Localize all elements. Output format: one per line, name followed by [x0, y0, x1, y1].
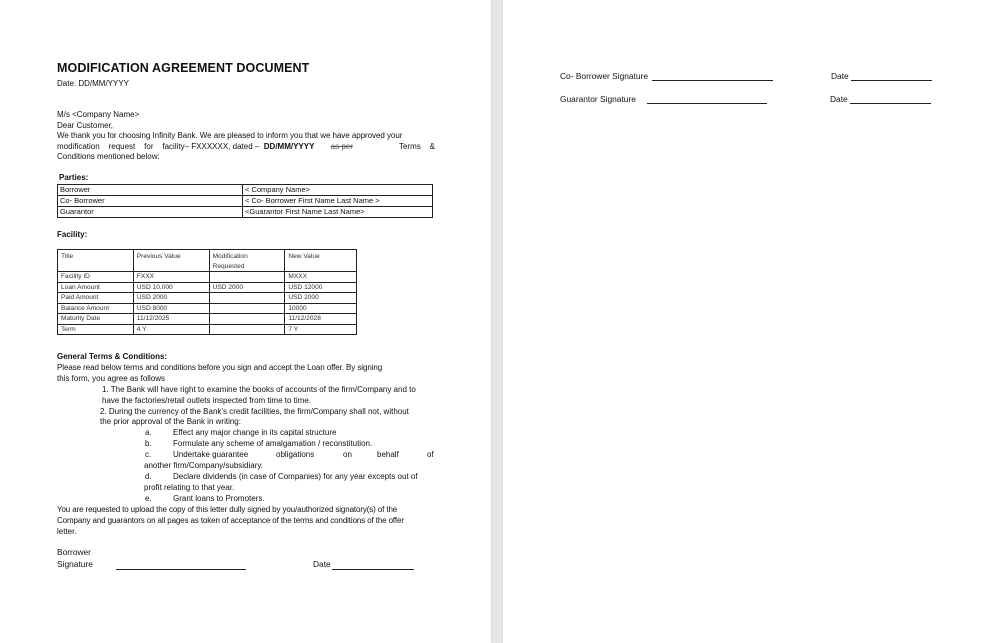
- facility-cell: Maturity Date: [58, 314, 134, 325]
- borrower-label: Borrower: [57, 547, 91, 557]
- facility-row: [58, 272, 357, 283]
- closing-line-2: Company and guarantors on all pages as token of acceptance of the terms and conditions of the offer: [57, 515, 404, 525]
- document-title: MODIFICATION AGREEMENT DOCUMENT: [57, 61, 310, 75]
- terms-intro-1: Please read below terms and conditions before you sign and accept the Loan offer. By signing: [57, 362, 383, 372]
- facility-cell: 7 Y: [285, 324, 357, 335]
- sub-item-e: e. Grant loans to Promoters.: [145, 493, 265, 503]
- sub-item-a: a. Effect any major change in its capital structure: [145, 428, 337, 438]
- coborrower-date-line: [851, 80, 932, 81]
- facility-cell: 11/12/2025: [133, 314, 209, 325]
- terms-section: [57, 352, 435, 537]
- struck-text: as per: [330, 141, 353, 151]
- parties-row: [58, 196, 433, 207]
- facility-row: [58, 314, 357, 325]
- parties-row: [58, 185, 433, 196]
- party-name: < Company Name>: [243, 185, 433, 196]
- facility-cell: FXXX: [133, 272, 209, 283]
- term-1-line-1: 1. The Bank will have right to examine the books of accounts of the firm/Company and to: [102, 384, 416, 394]
- coborrower-date-label: Date: [831, 71, 849, 81]
- facility-row: [58, 303, 357, 314]
- term-2-line-1: 2. During the currency of the Bank’s credit facilities, the firm/Company shall not, without: [100, 406, 409, 416]
- facility-cell: [209, 293, 285, 304]
- coborrower-signature-label: Co- Borrower Signature: [560, 71, 648, 81]
- parties-heading: Parties:: [59, 173, 89, 182]
- facility-cell: 10000: [285, 303, 357, 314]
- guarantor-signature-label: Guarantor Signature: [560, 94, 636, 104]
- addressee: M/s <Company Name>: [57, 110, 140, 119]
- term-1-line-2: have the factories/retail outlets inspected from time to time.: [102, 395, 311, 405]
- terms-intro-2: this form, you agree as follows: [57, 373, 166, 383]
- facility-cell: [209, 324, 285, 335]
- facility-cell: USD 12000: [285, 282, 357, 293]
- facility-cell: USD 10,000: [133, 282, 209, 293]
- party-name: <Guarantor First Name Last Name>: [243, 207, 433, 218]
- sub-item-d-continued: profit relating to that year.: [144, 482, 235, 492]
- facility-row: [58, 282, 357, 293]
- document-date: Date: DD/MM/YYYY: [57, 79, 130, 88]
- facility-heading: Facility:: [57, 230, 88, 239]
- intro-line-2: modification request for facility– FXXXXXX, dated – DD/MM/YYYY as per Terms &: [57, 141, 435, 151]
- sub-item-c-continued: another firm/Company/subsidiary.: [144, 461, 264, 471]
- facility-cell: Balance Amount: [58, 303, 134, 314]
- guarantor-signature-line: [647, 103, 767, 104]
- party-role: Guarantor: [58, 207, 243, 218]
- facility-cell: MXXX: [285, 272, 357, 283]
- facility-cell: [209, 272, 285, 283]
- facility-header-cell: New Value: [285, 250, 357, 272]
- facility-header-cell: Modification Requested: [209, 250, 285, 272]
- borrower-signature-line: [116, 569, 246, 570]
- facility-cell: 4 Y: [133, 324, 209, 335]
- intro-line-1: We thank you for choosing Infinity Bank. We are pleased to inform you that we have approved your: [57, 131, 403, 141]
- letter-body: [57, 110, 435, 163]
- party-name: < Co- Borrower First Name Last Name >: [243, 196, 433, 207]
- intro-line-3: Conditions mentioned below:: [57, 152, 160, 162]
- facility-cell: Loan Amount: [58, 282, 134, 293]
- facility-header-row: [58, 250, 357, 272]
- document-page-1: [0, 0, 491, 643]
- facility-row: [58, 293, 357, 304]
- facility-cell: USD 2000: [285, 293, 357, 304]
- closing-line-1: You are requested to upload the copy of this letter dully signed by you/authorized signatory(s) of the: [57, 504, 398, 514]
- sub-item-c: c. Undertake guarantee obligations on behalf of: [145, 450, 434, 460]
- facility-cell: Term: [58, 324, 134, 335]
- sub-item-d: d. Declare dividends (in case of Companies) for any year excepts out of: [145, 471, 418, 481]
- facility-cell: USD 8000: [133, 303, 209, 314]
- facility-cell: USD 2000: [133, 293, 209, 304]
- facility-row: [58, 324, 357, 335]
- facility-cell: 11/12/2028: [285, 314, 357, 325]
- facility-cell: Facility ID: [58, 272, 134, 283]
- facility-cell: [209, 314, 285, 325]
- greeting: Dear Customer,: [57, 120, 114, 130]
- party-role: Borrower: [58, 185, 243, 196]
- facility-table: [57, 249, 357, 335]
- guarantor-date-label: Date: [830, 94, 848, 104]
- parties-row: [58, 207, 433, 218]
- terms-heading: General Terms & Conditions:: [57, 352, 168, 361]
- borrower-date-line: [332, 569, 414, 570]
- parties-table: [57, 184, 433, 218]
- facility-cell: USD 2000: [209, 282, 285, 293]
- facility-cell: [209, 303, 285, 314]
- coborrower-signature-line: [652, 80, 773, 81]
- term-2-line-2: the prior approval of the Bank in writing:: [100, 417, 241, 427]
- signature-label: Signature: [57, 559, 93, 569]
- closing-line-3: letter.: [57, 526, 77, 536]
- facility-cell: Paid Amount: [58, 293, 134, 304]
- facility-header-cell: Previous Value: [133, 250, 209, 272]
- sub-item-b: b. Formulate any scheme of amalgamation / reconstitution.: [145, 439, 373, 449]
- borrower-date-label: Date: [313, 559, 331, 569]
- party-role: Co- Borrower: [58, 196, 243, 207]
- facility-header-cell: Title: [58, 250, 134, 272]
- guarantor-date-line: [850, 103, 931, 104]
- document-page-2: [503, 0, 997, 643]
